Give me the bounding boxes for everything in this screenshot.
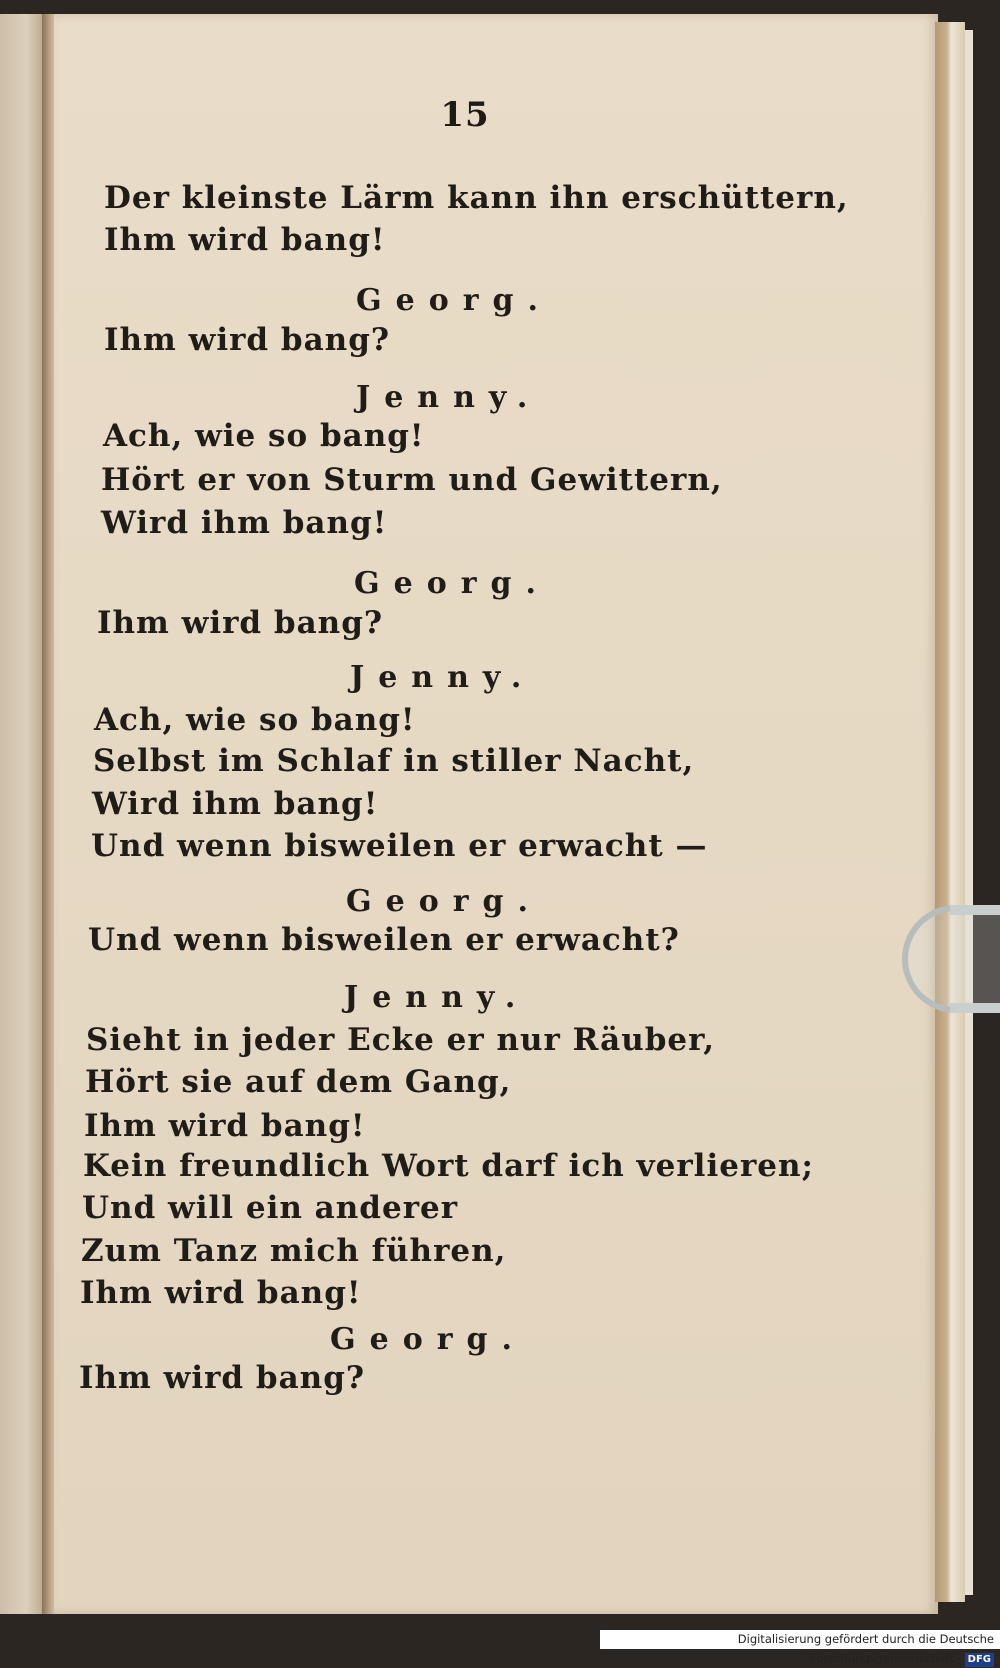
verse-line: Hört er von Sturm und Gewittern, xyxy=(101,462,723,498)
verse-line: Wird ihm bang! xyxy=(92,786,379,822)
speaker-name: Jenny. xyxy=(344,980,530,1015)
verse-line: Und wenn bisweilen er erwacht? xyxy=(88,922,680,958)
verse-line: Ach, wie so bang! xyxy=(103,418,425,454)
clip-bar-bottom xyxy=(950,1003,1000,1013)
verse-line: Ihm wird bang! xyxy=(80,1275,362,1311)
verse-line: Ihm wird bang! xyxy=(104,222,386,258)
verse-line: Wird ihm bang! xyxy=(101,505,388,541)
verse-line: Kein freundlich Wort darf ich verlieren; xyxy=(83,1148,814,1184)
speaker-name: Georg. xyxy=(346,884,542,919)
verse-line: Selbst im Schlaf in stiller Nacht, xyxy=(93,743,695,779)
speaker-name: Georg. xyxy=(356,283,552,318)
clip-bar-top xyxy=(950,905,1000,915)
verse-line: Hört sie auf dem Gang, xyxy=(85,1064,512,1100)
verse-line: Sieht in jeder Ecke er nur Räuber, xyxy=(86,1022,716,1058)
page-number: 15 xyxy=(440,95,490,135)
digitization-credit xyxy=(600,1630,1000,1665)
speaker-name: Jenny. xyxy=(356,380,542,415)
verse-line: Zum Tanz mich führen, xyxy=(81,1233,507,1269)
speaker-name: Georg. xyxy=(330,1322,526,1357)
dfg-logo: DFG xyxy=(965,1653,994,1667)
metal-clip xyxy=(902,905,1000,1013)
verse-line: Ihm wird bang? xyxy=(104,322,391,358)
speaker-name: Georg. xyxy=(354,566,550,601)
verse-line: Und will ein anderer xyxy=(82,1190,459,1226)
page-edge-highlight xyxy=(965,30,973,1595)
left-page-edge xyxy=(0,14,44,1614)
footer-text: Digitalisierung gefördert durch die Deutsche Forschungsgemeinschaft - xyxy=(737,1632,994,1665)
speaker-name: Jenny. xyxy=(350,660,536,695)
verse-line: Ihm wird bang? xyxy=(97,605,384,641)
verse-line: Ihm wird bang? xyxy=(79,1360,366,1396)
page-stack-edge xyxy=(935,22,965,1602)
verse-line: Und wenn bisweilen er erwacht — xyxy=(91,828,708,864)
verse-line: Ihm wird bang! xyxy=(84,1108,366,1144)
verse-line: Der kleinste Lärm kann ihn erschüttern, xyxy=(104,180,849,216)
verse-line: Ach, wie so bang! xyxy=(94,702,416,738)
